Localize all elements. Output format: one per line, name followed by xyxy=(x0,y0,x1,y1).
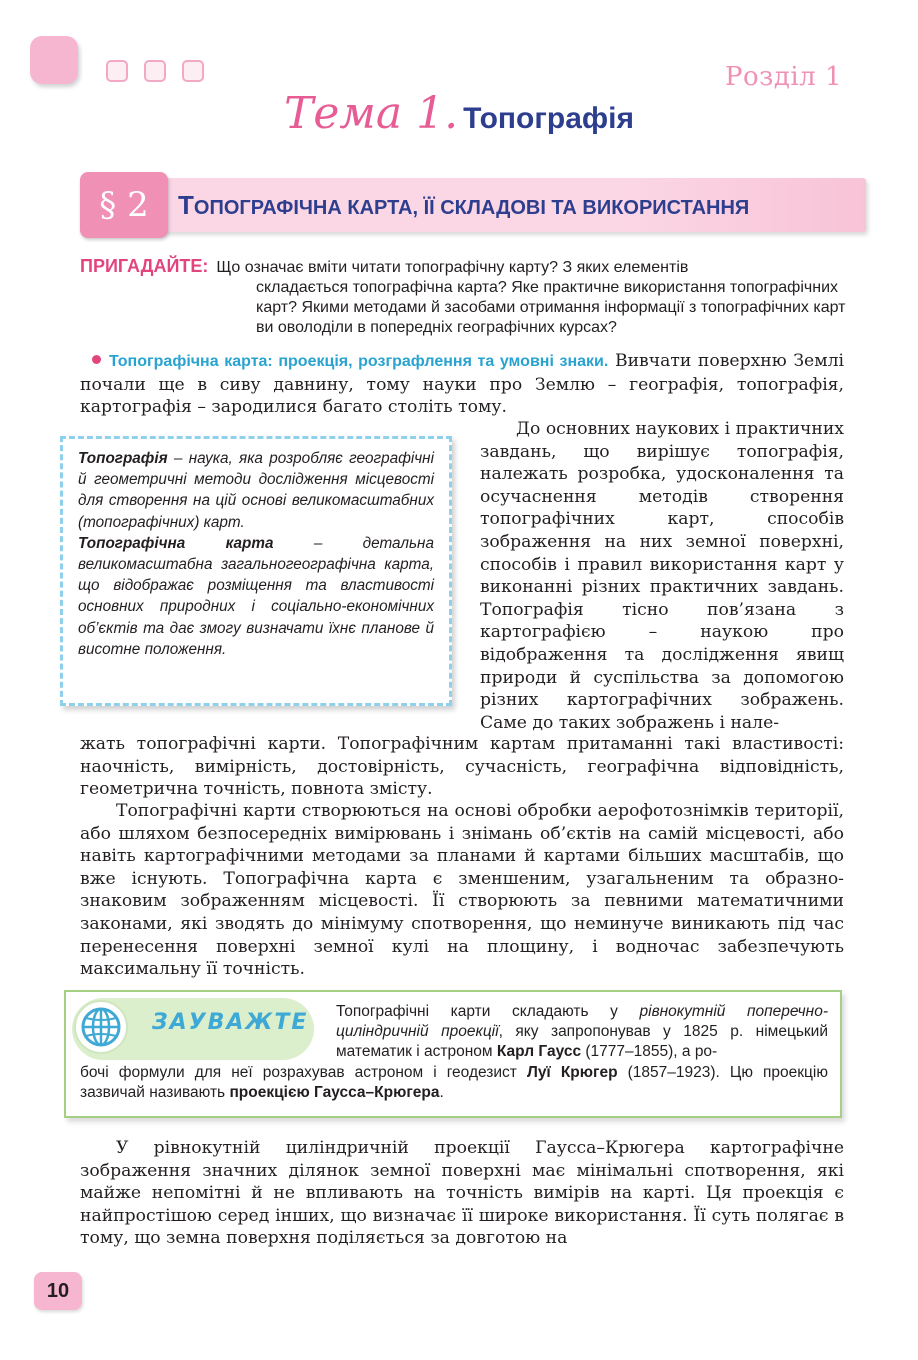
section-label: Розділ 1 xyxy=(725,62,842,92)
definition-term: Топографічна карта xyxy=(78,534,274,552)
recall-block xyxy=(80,256,848,338)
definition-item xyxy=(78,448,434,533)
subsection-heading: Топографічна карта: проекція, розграфлення та умовні знаки. xyxy=(109,353,609,370)
theme-number: Тема 1. xyxy=(284,88,459,139)
theme-name: Топографія xyxy=(463,102,634,135)
note-projection-name: рівнокутній поперечно-циліндричній проекції xyxy=(336,1003,828,1041)
note-person-gauss: Карл Гаусс xyxy=(496,1043,582,1061)
paragraph-title-rest: ОПОГРАФІЧНА КАРТА, ЇЇ СКЛАДОВІ ТА ВИКОРИСТАННЯ xyxy=(193,197,750,219)
note-person-kruger: Луї Крюгер xyxy=(526,1064,618,1081)
note-projection-term: проекцією Гаусса–Крюгера xyxy=(229,1084,440,1102)
note-label: ЗАУВАЖТЕ xyxy=(152,1010,309,1035)
corner-decoration-small-square xyxy=(182,60,204,82)
definition-term: Топографія xyxy=(78,450,168,467)
intro-paragraph xyxy=(80,350,844,419)
body-paragraph-last: У рівнокутній циліндричній проекції Гаусса–Крюгера картографічне зображення значних ділянок земної поверхні має мінімальні спотворення, які майже непомітні й не впливають на точність вимірів на карті. Ця проекція є найпростішою серед інших, що визначає її широке використання. Її суть полягає в тому, що земна поверхня поділяється за довготою на xyxy=(80,1138,844,1249)
paragraph-title xyxy=(178,190,749,221)
recall-questions: складається топографічна карта? Яке практичне використання топографічних карт? Якими методами й засобами отримання інформації з топографічних карт ви оволоділи в попередніх географічних курсах? xyxy=(256,279,846,336)
body-right-column: До основних наукових і практичних завдань, що вирішує топографія, належать розробка, удосконалення та осучаснення методів створення топографічних карт, способів зображення на них земної поверхні, способів і правил використання карт у виконанні різних практичних завдань. Топографія тісно пов’язана з картографією – наукою про відображення та дослідження явищ природи й суспільства за допомогою різних картографічних зображень. Саме до таких зображень і нале- xyxy=(480,419,844,733)
paragraph-title-initial: Т xyxy=(178,190,194,220)
paragraph-number: § 2 xyxy=(80,172,168,238)
body-paragraph: Топографічні карти створюються на основі обробки аерофотознімків території, або шляхом безпосередніх вимірювань і знімань об’єктів на самій місцевості, або навіть картографічними методами за планами й картами більших масштабів, що вже існують. Топографічна карта є зменшеним, узагальненим та образно-знаковим зображенням місцевості. Її створюють за певними математичними законами, які зводять до мінімуму спотворення, що неминуче виникають під час перенесення поверхні земної кулі на площину, і водночас забезпечують максимальну її точність. xyxy=(80,801,844,980)
theme-title xyxy=(0,88,918,139)
corner-decoration-small-square xyxy=(106,60,128,82)
note-fragment: (1777–1855), а ро- xyxy=(581,1043,718,1061)
recall-heading: ПРИГАДАЙТЕ: xyxy=(80,256,209,276)
definition-body: – детальна великомасштабна загальногеографічна карта, що відображає розміщення та властивості основних природних і соціально-економічних об’єктів та дає змогу визначати їхнє планове й висотне положення. xyxy=(78,534,434,658)
corner-decoration-small-square xyxy=(144,60,166,82)
bullet-icon xyxy=(92,355,101,364)
definition-text xyxy=(78,448,434,660)
note-text-top xyxy=(336,1002,828,1063)
note-fragment: . xyxy=(439,1084,444,1102)
globe-icon xyxy=(74,1000,128,1054)
definition-body: – наука, яка розробляє географічні й геометричні методи дослідження місцевості для створення на цій основі великомасштабних (топографічних) карт. xyxy=(78,450,434,531)
note-fragment: (1857–1923). Цю проекцію зазвичай називають xyxy=(80,1064,828,1102)
corner-decoration-square xyxy=(30,36,78,84)
body-continuation: жать топографічні карти. Топографічним картам притаманні такі властивості: наочність, вимірність, достовірність, сучасність, географічна відповідність, геометрична точність, повнота змісту. xyxy=(80,734,844,800)
note-fragment: , яку запропонував у 1825 р. німецький математик і астроном xyxy=(336,1023,828,1061)
definition-item xyxy=(78,533,434,660)
note-fragment: Топографічні карти складають у xyxy=(336,1003,640,1020)
note-text-bottom xyxy=(80,1063,828,1103)
page-number: 10 xyxy=(34,1272,82,1310)
intro-text: Вивчати поверхню Землі почали ще в сиву давнину, тому науки про Землю – географія, топографія, картографія – зародилися багато століть тому. xyxy=(80,351,844,418)
note-fragment: бочі формули для неї розрахував астроном і геодезист xyxy=(80,1064,527,1081)
recall-first-line: Що означає вміти читати топографічну карту? З яких елементів xyxy=(216,259,689,276)
